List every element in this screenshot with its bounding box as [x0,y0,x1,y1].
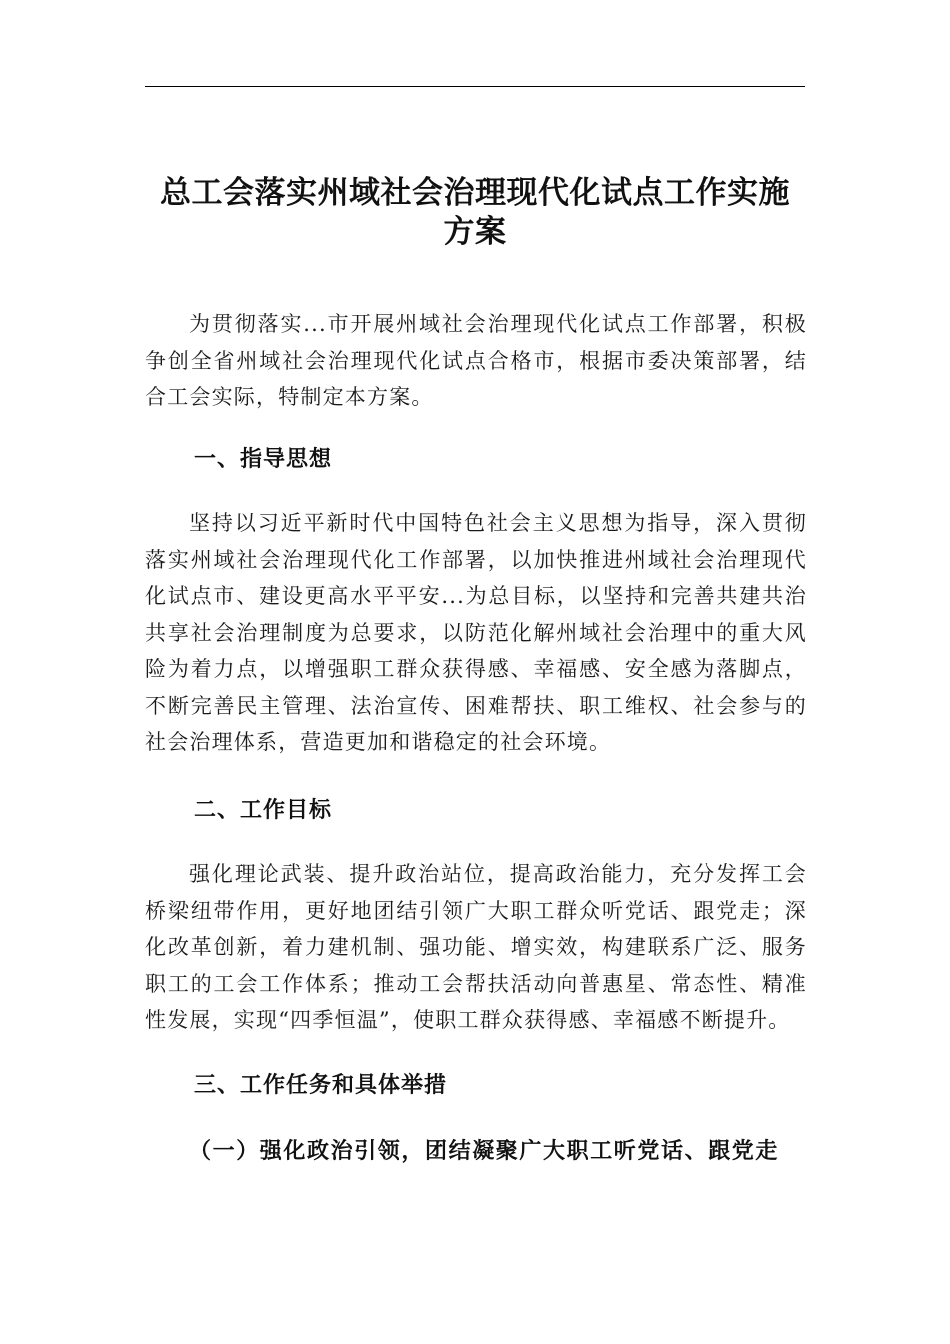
section-heading-tasks-measures: 三、工作任务和具体举措 [194,1073,448,1098]
section-heading-work-goals: 二、工作目标 [194,798,333,823]
intro-paragraph: 为贯彻落实...市开展州域社会治理现代化试点工作部署，积极争创全省州域社会治理现代化试点合格市，根据市委决策部署，结合工会实际，特制定本方案。 [145,312,807,409]
document-title-line-2: 方案 [443,214,507,250]
section-heading-guiding-ideology: 一、指导思想 [194,447,333,472]
section-body-work-goals: 强化理论武装、提升政治站位，提高政治能力，充分发挥工会桥梁纽带作用，更好地团结引领广大职工群众听党话、跟党走；深化改革创新，着力建机制、强功能、增实效，构建联系广泛、服务职工的工会工作体系；推动工会帮扶活动向普惠星、常态性、精准性发展，实现“四季恒温”，使职工群众获得感、幸福感不断提升。 [145,862,807,1032]
section-body-guiding-ideology: 坚持以习近平新时代中国特色社会主义思想为指导，深入贯彻落实州域社会治理现代化工作部署，以加快推进州域社会治理现代化试点市、建设更高水平平安...为总目标，以坚持和完善共建共治共享社会治理制度为总要求，以防范化解州域社会治理中的重大风险为着力点，以增强职工群众获得感、幸福感、安全感为落脚点，不断完善民主管理、法治宣传、困难帮扶、职工维权、社会参与的社会治理体系，营造更加和谐稳定的社会环境。 [145,511,807,754]
subsection-heading-political-leadership: （一）强化政治引领，团结凝聚广大职工听党话、跟党走 [189,1138,780,1164]
header-rule [145,86,805,87]
document-title-line-1: 总工会落实州域社会治理现代化试点工作实施 [160,175,790,211]
